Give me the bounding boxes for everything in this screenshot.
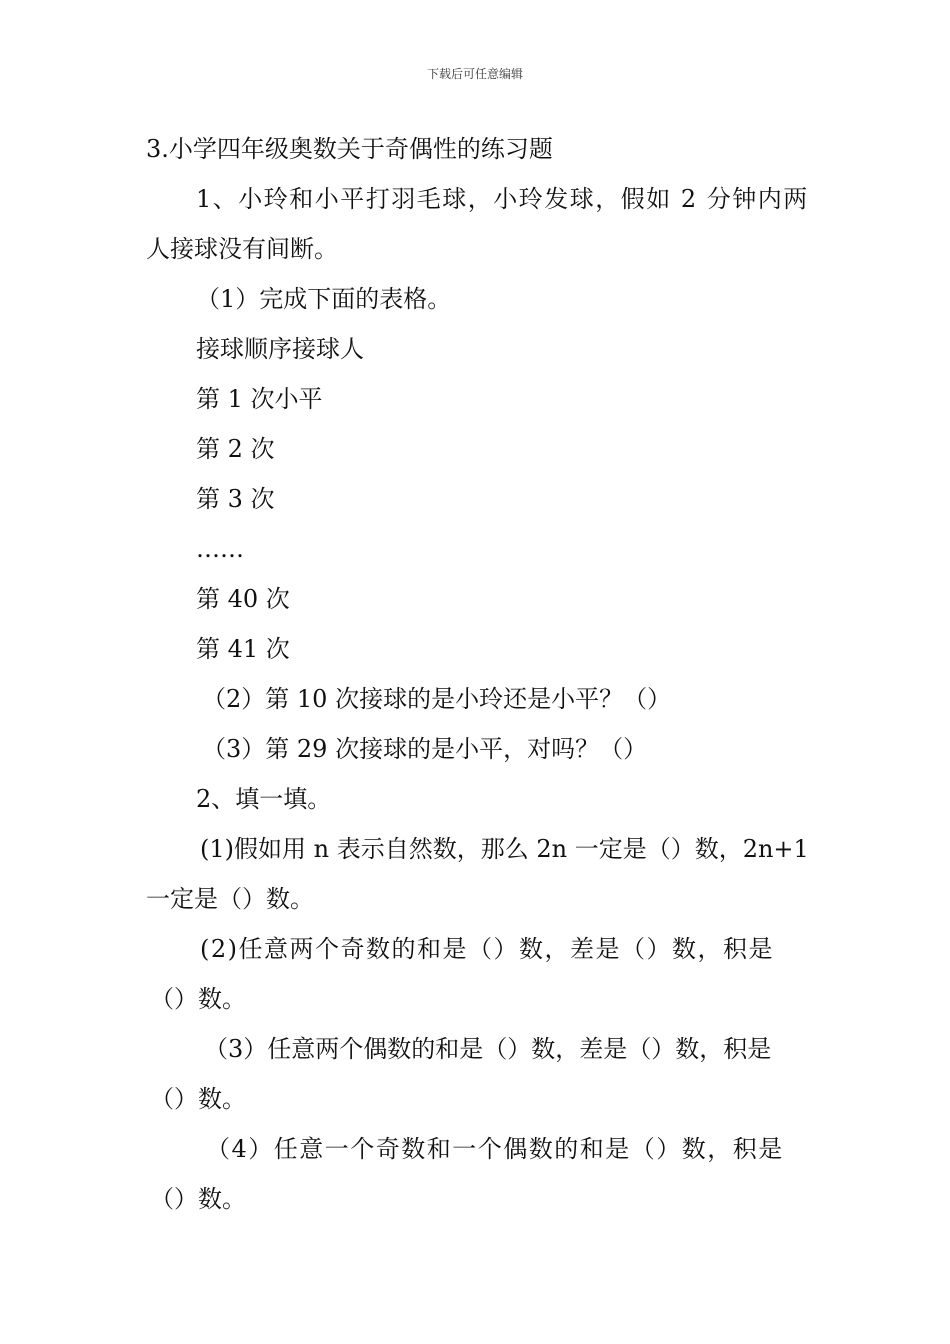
q2-heading: 2、填一填。 xyxy=(196,785,332,813)
q1-intro-line1: 1、小玲和小平打羽毛球，小玲发球，假如 2 分钟内两 xyxy=(196,185,809,213)
q1-part1: （1）完成下面的表格。 xyxy=(196,285,452,313)
q2-item3-line1: （3）任意两个偶数的和是（）数，差是（）数，积是 xyxy=(204,1035,772,1063)
q1-table-row: 第 3 次 xyxy=(196,485,275,513)
q2-item1-line1: (1)假如用 n 表示自然数，那么 2n 一定是（）数，2n+1 xyxy=(200,835,809,863)
document-title: 3.小学四年级奥数关于奇偶性的练习题 xyxy=(146,135,553,163)
q1-intro-line2: 人接球没有间断。 xyxy=(146,235,338,263)
q2-item4-line2: （）数。 xyxy=(150,1185,246,1213)
q2-item2-line2: （）数。 xyxy=(150,985,246,1013)
q1-table-row: 第 40 次 xyxy=(196,585,290,613)
q1-part2: （2）第 10 次接球的是小玲还是小平？（） xyxy=(202,685,672,713)
q1-table-header: 接球顺序接球人 xyxy=(196,335,364,363)
q1-table-row: 第 41 次 xyxy=(196,635,290,663)
page-header: 下载后可任意编辑 xyxy=(426,67,523,81)
q1-part3: （3）第 29 次接球的是小平，对吗？（） xyxy=(202,735,648,763)
q1-table-row: 第 1 次小平 xyxy=(196,385,323,413)
q2-item3-line2: （）数。 xyxy=(150,1085,246,1113)
q1-table-row: 第 2 次 xyxy=(196,435,275,463)
document-body xyxy=(146,124,810,1224)
q2-item1-line2: 一定是（）数。 xyxy=(146,885,314,913)
q1-table-row: …… xyxy=(196,535,244,563)
q2-item4-line1: （4）任意一个奇数和一个偶数的和是（）数，积是 xyxy=(206,1135,784,1163)
q2-item2-line1: (2)任意两个奇数的和是（）数，差是（）数，积是 xyxy=(200,935,774,963)
